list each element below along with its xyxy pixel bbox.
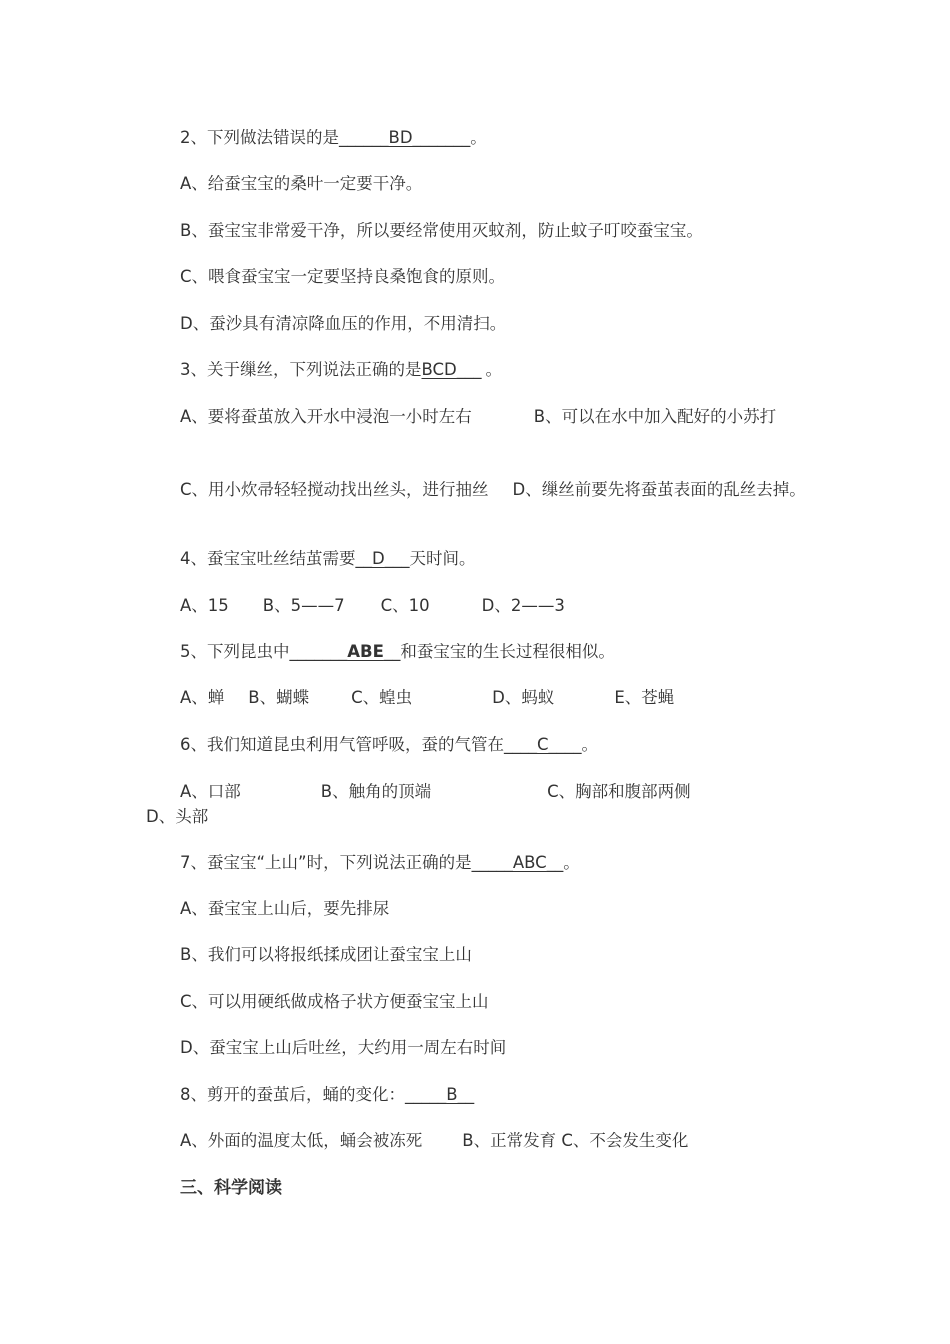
answer-blank — [339, 128, 470, 147]
option-b: B、蚕宝宝非常爱干净，所以要经常使用灭蚊剂，防止蚊子叮咬蚕宝宝。 — [180, 221, 703, 240]
option-a: A、给蚕宝宝的桑叶一定要干净。 — [180, 174, 423, 193]
answer-text: ABC — [512, 853, 547, 872]
question-text: 6、我们知道昆虫利用气管呼吸，蚕的气管在 — [180, 735, 504, 754]
question-end: 和蚕宝宝的生长过程很相似。 — [400, 642, 615, 661]
option-b: B、触角的顶端 — [320, 782, 432, 801]
option-d: D、蚕宝宝上山后吐丝，大约用一周左右时间 — [180, 1038, 507, 1057]
question-8-stem — [146, 1083, 850, 1107]
option-b: B、5——7 — [262, 596, 345, 615]
answer-text: B — [446, 1085, 458, 1104]
option-b: B、我们可以将报纸揉成团让蚕宝宝上山 — [180, 945, 472, 964]
question-text: 4、蚕宝宝吐丝结茧需要 — [180, 549, 356, 568]
question-text: 8、剪开的蚕茧后，蛹的变化： — [180, 1085, 405, 1104]
option-c: C、蝗虫 — [351, 688, 413, 707]
question-6-options — [146, 779, 816, 829]
section-heading: 三、科学阅读 — [180, 1178, 282, 1198]
option-a: A、外面的温度太低，蛹会被冻死 — [180, 1131, 423, 1150]
question-7-stem — [146, 851, 850, 875]
answer-blank — [472, 853, 564, 872]
question-2-stem — [146, 126, 850, 150]
option-b: B、蝴蝶 — [248, 688, 310, 707]
answer-blank — [422, 360, 482, 379]
blank-post: ____ — [548, 735, 582, 754]
option-c: C、用小炊帚轻轻搅动找出丝头，进行抽丝 — [180, 480, 489, 499]
answer-text: C — [537, 735, 549, 754]
question-4-options — [146, 594, 850, 618]
blank-pre: _____ — [471, 853, 513, 872]
blank-pre: _______ — [289, 642, 348, 661]
blank-pre: _____ — [405, 1085, 447, 1104]
blank-pre: ____ — [504, 735, 537, 754]
question-end: 。 — [470, 128, 487, 147]
option-c: C、胸部和腹部两侧 — [547, 782, 691, 801]
option-a: A、蝉 — [180, 688, 225, 707]
question-3-options-row-2 — [146, 477, 816, 502]
question-text: 5、下列昆虫中 — [180, 642, 290, 661]
blank-post: ___ — [384, 549, 410, 568]
question-end: 。 — [485, 360, 503, 379]
question-4-stem — [146, 547, 850, 571]
answer-blank — [405, 1085, 474, 1104]
answer-blank — [290, 642, 401, 661]
option-b-c: B、正常发育 C、不会发生变化 — [462, 1131, 689, 1150]
answer-text: BCD — [421, 360, 457, 379]
answer-blank — [504, 735, 582, 754]
question-5-stem — [146, 640, 850, 664]
option-c: C、10 — [380, 596, 430, 615]
question-text: 3、关于缫丝，下列说法正确的是 — [180, 360, 422, 379]
question-3-options-row-1 — [146, 404, 816, 429]
blank-pre: __ — [355, 549, 372, 568]
option-a: A、口部 — [180, 782, 241, 801]
blank-post: _______ — [412, 128, 471, 147]
option-a: A、要将蚕茧放入开水中浸泡一小时左右 — [180, 407, 472, 426]
question-end: 。 — [581, 735, 599, 754]
question-6-stem — [146, 733, 850, 757]
blank-pre: ______ — [339, 128, 389, 147]
option-d: D、缫丝前要先将蚕茧表面的乱丝去掉。 — [512, 480, 806, 499]
answer-text: BD — [388, 128, 413, 147]
question-8-options — [146, 1129, 850, 1153]
question-text: 7、蚕宝宝“上山”时，下列说法正确的是 — [180, 853, 472, 872]
option-d: D、蚕沙具有清凉降血压的作用，不用清扫。 — [180, 314, 507, 333]
question-end: 天时间。 — [409, 549, 476, 568]
question-3-stem — [146, 358, 850, 382]
question-text: 2、下列做法错误的是 — [180, 128, 339, 147]
blank-post: __ — [383, 642, 401, 661]
blank-post: ___ — [456, 360, 482, 379]
answer-blank — [356, 549, 410, 568]
option-d: D、2——3 — [481, 596, 565, 615]
answer-text: ABE — [347, 642, 384, 661]
option-c: C、喂食蚕宝宝一定要坚持良桑饱食的原则。 — [180, 267, 506, 286]
option-e: E、苍蝇 — [614, 688, 675, 707]
answer-text: D — [372, 549, 385, 568]
option-a: A、蚕宝宝上山后，要先排尿 — [180, 899, 390, 918]
blank-post: __ — [457, 1085, 475, 1104]
option-a: A、15 — [180, 596, 229, 615]
blank-post: __ — [546, 853, 564, 872]
option-c: C、可以用硬纸做成格子状方便蚕宝宝上山 — [180, 992, 489, 1011]
option-b: B、可以在水中加入配好的小苏打 — [533, 407, 777, 426]
option-d: D、蚂蚁 — [492, 688, 555, 707]
question-5-options — [146, 686, 850, 710]
question-end: 。 — [563, 853, 580, 872]
option-d: D、头部 — [146, 807, 209, 826]
